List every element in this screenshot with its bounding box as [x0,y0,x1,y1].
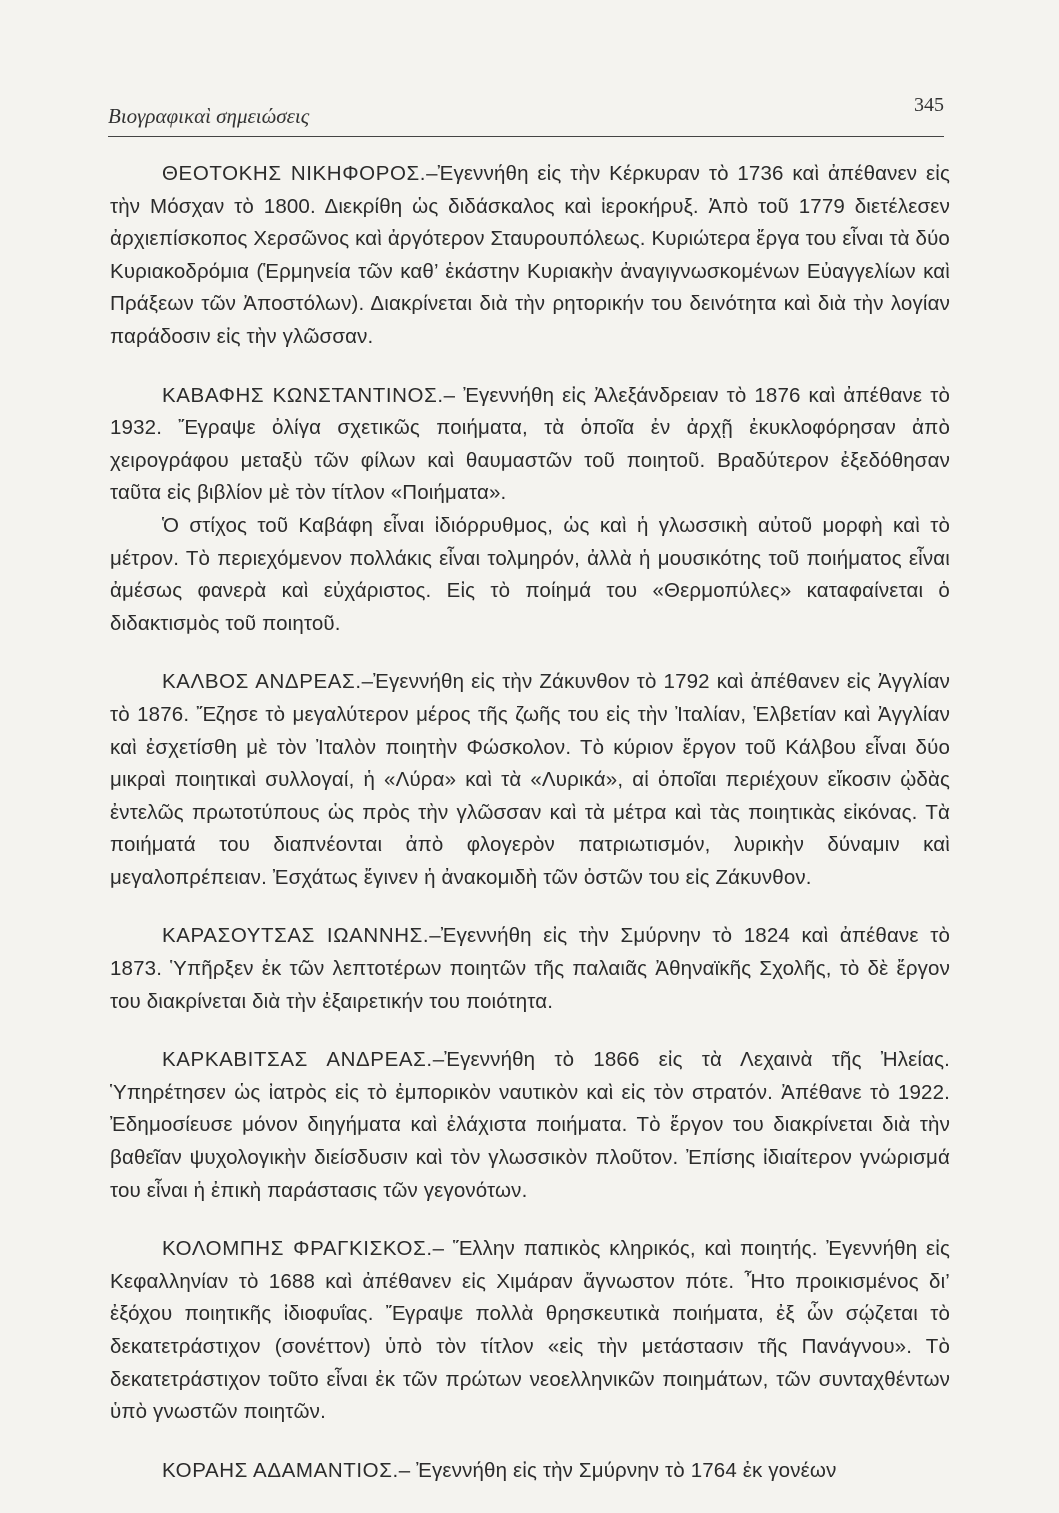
entry-text: – Ἐγεννήθη εἰς τὴν Σμύρνην τὸ 1764 ἐκ γονέων [398,1458,837,1482]
entry-paragraph [110,1233,950,1429]
entry-karkavitsas [110,1044,950,1207]
entry-paragraph [110,666,950,894]
entry-name: ΚΑΒΑΦΗΣ ΚΩΝΣΤΑΝΤΙΝΟΣ. [162,383,444,407]
entry-paragraph [110,920,950,1018]
entry-paragraph [110,380,950,510]
entry-name: ΚΑΡΑΣΟΥΤΣΑΣ ΙΩΑΝΝΗΣ. [162,924,430,948]
header-rule [108,136,944,137]
entry-name: ΚΟΛΟΜΠΗΣ ΦΡΑΓΚΙΣΚΟΣ. [162,1237,433,1261]
entry-text: – Ἕλλην παπικὸς κληρικός, καὶ ποιητής. Ἐγεννήθη εἰς Κεφαλληνίαν τὸ 1688 καὶ ἀπέθανεν εἰς Χιμάραν ἄγνωστον πότε. Ἦτο προικισμένος δι’ ἐξόχου ποιητικῆς ἰδιοφυΐας. Ἔγραψε πολλὰ θρησκευτικὰ ποιήματα, ἐξ ὧν σῴζεται τὸ δεκατετράστιχον (σονέττον) ὑπὸ τὸν τίτλον «εἰς τὴν μετάστασιν τῆς Πανάγνου». Τὸ δεκατετράστιχον τοῦτο εἶναι ἐκ τῶν πρώτων νεοελληνικῶν ποιημάτων, τῶν συνταχθέντων ὑπὸ γνωστῶν ποιητῶν. [110,1237,950,1424]
entry-name: ΘΕΟΤΟΚΗΣ ΝΙΚΗΦΟΡΟΣ. [162,162,427,185]
entry-kavafis [110,380,950,641]
entry-paragraph [110,1044,950,1207]
entry-kalvos [110,666,950,894]
entry-paragraph [110,1455,950,1488]
entry-paragraph: Ὁ στίχος τοῦ Καβάφη εἶναι ἰδιόρρυθμος, ὡς καὶ ἡ γλωσσικὴ αὐτοῦ μορφὴ καὶ τὸ μέτρον. Τὸ περιεχόμενον πολλάκις εἶναι τολμηρόν, ἀλλὰ ἡ μουσικότης τοῦ ποιήματος εἶναι ἀμέσως φανερὰ καὶ εὐχάριστος. Εἰς τὸ ποίημά του «Θερμοπύλες» καταφαίνεται ὁ διδακτισμὸς τοῦ ποιητοῦ. [110,513,950,635]
biography-list [110,158,950,1513]
entry-text: –Ἐγεννήθη εἰς τὴν Κέρκυραν τὸ 1736 καὶ ἀπέθανεν εἰς τὴν Μόσχαν τὸ 1800. Διεκρίθη ὡς διδάσκαλος καὶ ἱεροκήρυξ. Ἀπὸ τοῦ 1779 διετέλεσεν ἀρχιεπίσκοπος Χερσῶνος καὶ ἀργότερον Σταυρουπόλεως. Κυριώτερα ἔργα του εἶναι τὰ δύο Κυριακοδρόμια (Ἑρμηνεία τῶν καθ’ ἑκάστην Κυριακὴν ἀναγιγνωσκομένων Εὐαγγελίων καὶ Πράξεων τῶν Ἀποστόλων). Διακρίνεται διὰ τὴν ρητορικήν του δεινότητα καὶ διὰ τὴν λογίαν παράδοσιν εἰς τὴν γλῶσσαν. [110,162,950,348]
entry-text: –Ἐγεννήθη εἰς τὴν Ζάκυνθον τὸ 1792 καὶ ἀπέθανεν εἰς Ἀγγλίαν τὸ 1876. Ἔζησε τὸ μεγαλύτερον μέρος τῆς ζωῆς του εἰς τὴν Ἰταλίαν, Ἑλβετίαν καὶ Ἀγγλίαν καὶ ἐσχετίσθη μὲ τὸν Ἰταλὸν ποιητὴν Φώσκολον. Τὸ κύριον ἔργον τοῦ Κάλβου εἶναι δύο μικραὶ ποιητικαὶ συλλογαί, ἡ «Λύρα» καὶ τὰ «Λυρικά», αἱ ὁποῖαι περιέχουν εἴκοσιν ᾠδὰς ἐντελῶς πρωτοτύπους ὡς πρὸς τὴν γλῶσσαν καὶ τὰ μέτρα καὶ τὰς ποιητικὰς εἰκόνας. Τὰ ποιήματά του διαπνέονται ἀπὸ φλογερὸν πατριωτισμόν, λυρικὴν δύναμιν καὶ μεγαλοπρέπειαν. Ἐσχάτως ἔγινεν ἡ ἀνακομιδὴ τῶν ὀστῶν του εἰς Ζάκυνθον. [110,670,950,889]
entry-name: ΚΑΛΒΟΣ ΑΝΔΡΕΑΣ. [162,670,362,694]
running-title: Βιογραφικαὶ σημειώσεις [108,104,310,128]
entry-karasoutsas [110,920,950,1018]
page-number: 345 [914,94,944,116]
entry-korais [110,1455,950,1488]
entry-text: – Ἐγεννήθη εἰς Ἀλεξάνδρειαν τὸ 1876 καὶ ἀπέθανε τὸ 1932. Ἔγραψε ὀλίγα σχετικῶς ποιήματα, τὰ ὁποῖα ἐν ἀρχῇ ἐκυκλοφόρησαν ἀπὸ χειρογράφου μεταξὺ τῶν φίλων καὶ θαυμαστῶν τοῦ ποιητοῦ. Βραδύτερον ἐξεδόθησαν ταῦτα εἰς βιβλίον μὲ τὸν τίτλον «Ποιήματα». [110,383,950,505]
entry-name: ΚΟΡΑΗΣ ΑΔΑΜΑΝΤΙΟΣ. [162,1458,399,1482]
entry-text: –Ἐγεννήθη τὸ 1866 εἰς τὰ Λεχαινὰ τῆς Ἠλείας. Ὑπηρέτησεν ὡς ἰατρὸς εἰς τὸ ἐμπορικὸν ναυτικὸν καὶ εἰς τὸν στρατόν. Ἀπέθανε τὸ 1922. Ἐδημοσίευσε μόνον διηγήματα καὶ ἐλάχιστα ποιήματα. Τὸ ἔργον του διακρίνεται διὰ τὴν βαθεῖαν ψυχολογικὴν διείσδυσιν καὶ τὸν γλωσσικὸν πλοῦτον. Ἐπίσης ἰδιαίτερον γνώρισμά του εἶναι ἡ ἐπικὴ παράστασις τῶν γεγονότων. [110,1048,950,1202]
entry-name: ΚΑΡΚΑΒΙΤΣΑΣ ΑΝΔΡΕΑΣ. [162,1048,433,1072]
entry-kolompis [110,1233,950,1429]
page-header [108,92,944,132]
entry-theotokis [110,158,950,354]
entry-paragraph [110,158,950,354]
entry-text: –Ἐγεννήθη εἰς τὴν Σμύρνην τὸ 1824 καὶ ἀπέθανε τὸ 1873. Ὑπῆρξεν ἐκ τῶν λεπτοτέρων ποιητῶν τῆς παλαιᾶς Ἀθηναϊκῆς Σχολῆς, τὸ δὲ ἔργον του διακρίνεται διὰ τὴν ἐξαιρετικήν του ποιότητα. [110,924,950,1013]
